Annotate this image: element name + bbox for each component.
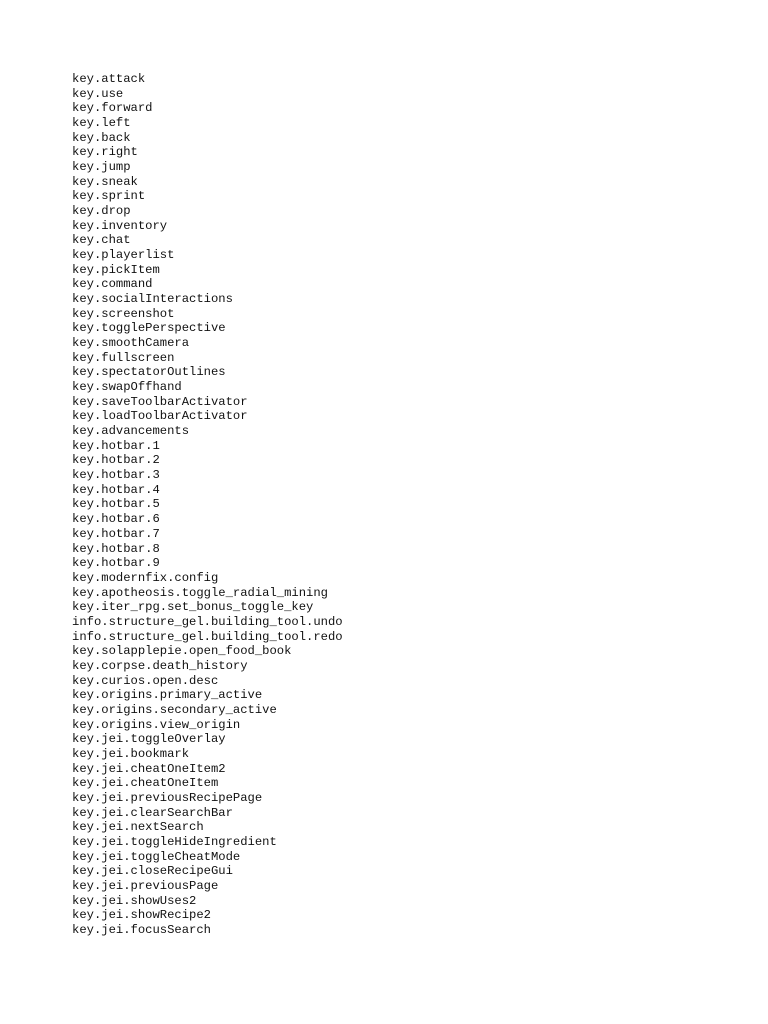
key-binding-line: key.command bbox=[72, 277, 153, 292]
key-binding-line: key.hotbar.2 bbox=[72, 453, 160, 468]
key-binding-line: key.jei.toggleOverlay bbox=[72, 732, 226, 747]
key-binding-line: key.attack bbox=[72, 72, 146, 86]
key-binding-line: key.hotbar.6 bbox=[72, 512, 160, 527]
key-binding-line: key.jei.clearSearchBar bbox=[72, 805, 233, 820]
key-binding-line: key.hotbar.1 bbox=[72, 438, 160, 453]
key-binding-line: key.smoothCamera bbox=[72, 336, 190, 351]
key-binding-line: key.swapOffhand bbox=[72, 380, 182, 395]
key-binding-line: key.origins.secondary_active bbox=[72, 702, 277, 717]
key-binding-line: key.hotbar.4 bbox=[72, 482, 160, 497]
key-binding-line: key.jei.showRecipe2 bbox=[72, 908, 211, 923]
key-binding-line: key.iter_rpg.set_bonus_toggle_key bbox=[72, 600, 314, 615]
key-binding-line: key.togglePerspective bbox=[72, 321, 226, 336]
key-binding-line: key.chat bbox=[72, 233, 131, 248]
key-binding-line: key.origins.primary_active bbox=[72, 688, 263, 703]
key-binding-line: key.jei.bookmark bbox=[72, 746, 190, 761]
key-binding-line: key.jei.focusSearch bbox=[72, 922, 211, 937]
key-binding-line: key.solapplepie.open_food_book bbox=[72, 644, 292, 659]
key-binding-line: key.sneak bbox=[72, 174, 138, 189]
key-binding-line: key.jei.toggleHideIngredient bbox=[72, 834, 277, 849]
key-binding-line: key.saveToolbarActivator bbox=[72, 394, 248, 409]
key-binding-line: key.origins.view_origin bbox=[72, 717, 241, 732]
key-binding-line: key.fullscreen bbox=[72, 350, 175, 365]
key-binding-line: key.corpse.death_history bbox=[72, 658, 248, 673]
key-binding-line: key.hotbar.5 bbox=[72, 497, 160, 512]
key-binding-line: key.advancements bbox=[72, 424, 190, 439]
key-binding-line: key.apotheosis.toggle_radial_mining bbox=[72, 585, 328, 600]
key-binding-line: key.socialInteractions bbox=[72, 292, 233, 307]
key-binding-line: key.spectatorOutlines bbox=[72, 365, 226, 380]
key-binding-list bbox=[72, 72, 343, 938]
key-binding-line: key.loadToolbarActivator bbox=[72, 409, 248, 424]
key-binding-line: key.jei.showUses2 bbox=[72, 893, 197, 908]
key-binding-line: key.jei.cheatOneItem bbox=[72, 776, 219, 791]
key-binding-line: key.hotbar.9 bbox=[72, 556, 160, 571]
key-binding-line: key.hotbar.8 bbox=[72, 541, 160, 556]
key-binding-line: info.structure_gel.building_tool.redo bbox=[72, 629, 343, 644]
key-binding-line: key.jump bbox=[72, 160, 131, 175]
key-binding-line: info.structure_gel.building_tool.undo bbox=[72, 614, 343, 629]
key-binding-line: key.jei.previousPage bbox=[72, 878, 219, 893]
key-binding-line: key.left bbox=[72, 116, 131, 131]
key-binding-line: key.back bbox=[72, 130, 131, 145]
key-binding-line: key.inventory bbox=[72, 218, 168, 233]
key-binding-line: key.use bbox=[72, 86, 124, 101]
key-binding-line: key.screenshot bbox=[72, 306, 175, 321]
key-binding-line: key.curios.open.desc bbox=[72, 673, 219, 688]
key-binding-line: key.pickItem bbox=[72, 262, 160, 277]
key-binding-line: key.hotbar.3 bbox=[72, 468, 160, 483]
key-binding-line: key.drop bbox=[72, 204, 131, 219]
key-binding-line: key.forward bbox=[72, 101, 153, 116]
key-binding-line: key.sprint bbox=[72, 189, 146, 204]
key-binding-line: key.right bbox=[72, 145, 138, 160]
key-binding-line: key.jei.closeRecipeGui bbox=[72, 864, 233, 879]
key-binding-line: key.jei.cheatOneItem2 bbox=[72, 761, 226, 776]
key-binding-line: key.hotbar.7 bbox=[72, 526, 160, 541]
key-binding-line: key.playerlist bbox=[72, 248, 175, 263]
key-binding-line: key.modernfix.config bbox=[72, 570, 219, 585]
key-binding-line: key.jei.toggleCheatMode bbox=[72, 849, 241, 864]
key-binding-line: key.jei.nextSearch bbox=[72, 820, 204, 835]
key-binding-line: key.jei.previousRecipePage bbox=[72, 790, 263, 805]
